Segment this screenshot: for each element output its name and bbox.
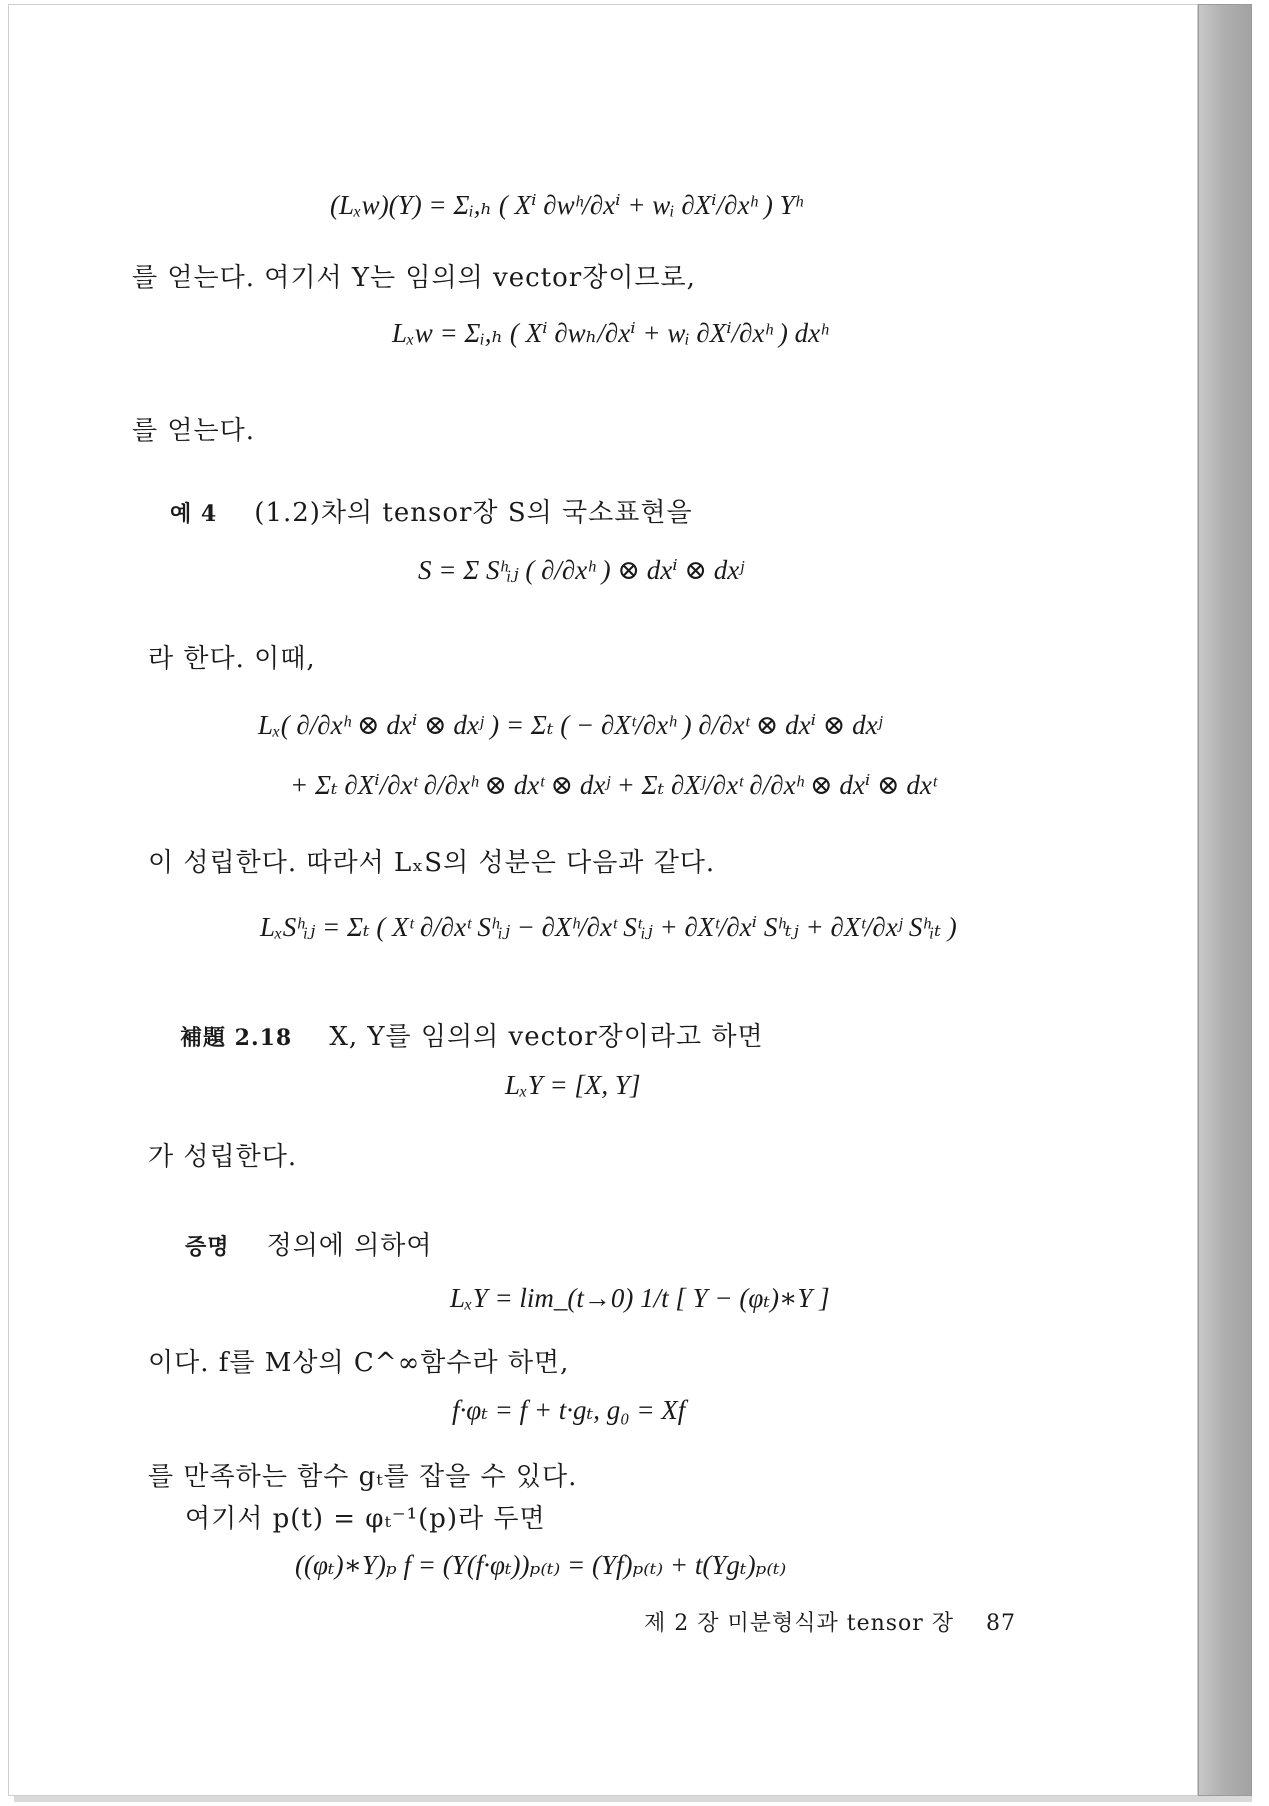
equation-limit: LₓY = lim_(t→0) 1/t [ Y − (φₜ)∗Y ] bbox=[450, 1283, 830, 1313]
text-line: 를 얻는다. 여기서 Y는 임의의 vector장이므로, bbox=[132, 263, 696, 293]
text-line: 를 얻는다. bbox=[132, 416, 255, 446]
proof-text: 정의에 의하여 bbox=[266, 1231, 433, 1261]
text-line: 가 성립한다. bbox=[148, 1142, 298, 1172]
chapter-title: 제 2 장 미분형식과 tensor 장 bbox=[644, 1611, 955, 1636]
book-page-edge bbox=[1198, 4, 1252, 1796]
equation-f: f·φₜ = f + t·gₜ, g₀ = Xf bbox=[452, 1395, 686, 1425]
equation-lxw: Lₓw = Σᵢ,ₕ ( Xⁱ ∂wₕ/∂xⁱ + wᵢ ∂Xⁱ/∂xʰ ) dxʰ bbox=[392, 318, 828, 348]
equation-lx-basis-1: Lₓ( ∂/∂xʰ ⊗ dxⁱ ⊗ dxʲ ) = Σₜ ( − ∂Xᵗ/∂xʰ ) ∂/∂xᵗ ⊗ dxⁱ ⊗ dxʲ bbox=[258, 710, 883, 740]
text-line: 라 한다. 이때, bbox=[148, 644, 316, 674]
equation-lxs: LₓSʰᵢⱼ = Σₜ ( Xᵗ ∂/∂xᵗ Sʰᵢⱼ − ∂Xʰ/∂xᵗ Sᵗᵢⱼ + ∂Xᵗ/∂xⁱ Sʰₜⱼ + ∂Xᵗ/∂xʲ Sʰᵢₜ ) bbox=[260, 912, 957, 942]
text-line: 이다. f를 M상의 C^∞함수라 하면, bbox=[148, 1348, 570, 1378]
page-shadow bbox=[14, 1796, 1252, 1802]
example-text: (1.2)차의 tensor장 S의 국소표현을 bbox=[254, 498, 693, 528]
text-line: 이 성립한다. 따라서 LₓS의 성분은 다음과 같다. bbox=[148, 848, 716, 878]
equation-lx-basis-2: + Σₜ ∂Xⁱ/∂xᵗ ∂/∂xʰ ⊗ dxᵗ ⊗ dxʲ + Σₜ ∂Xʲ/∂xᵗ ∂/∂xʰ ⊗ dxⁱ ⊗ dxᵗ bbox=[290, 770, 937, 800]
example-label: 예 4 bbox=[170, 501, 218, 527]
equation-lxy: LₓY = [X, Y] bbox=[505, 1070, 641, 1100]
equation-s: S = Σ Sʰᵢⱼ ( ∂/∂xʰ ) ⊗ dxⁱ ⊗ dxʲ bbox=[418, 555, 744, 585]
equation-pushforward: ((φₜ)∗Y)ₚ f = (Y(f·φₜ))ₚ₍ₜ₎ = (Yf)ₚ₍ₜ₎ + t(Ygₜ)ₚ₍ₜ₎ bbox=[295, 1550, 787, 1580]
text-line: 를 만족하는 함수 gₜ를 잡을 수 있다. bbox=[148, 1462, 578, 1492]
text-line: 여기서 p(t) = φₜ⁻¹(p)라 두면 bbox=[185, 1504, 546, 1534]
lemma-label: 補題 2.18 bbox=[180, 1025, 293, 1051]
lemma-text: X, Y를 임의의 vector장이라고 하면 bbox=[329, 1022, 764, 1052]
example-4-heading bbox=[170, 492, 693, 529]
page-number: 87 bbox=[986, 1611, 1017, 1636]
lemma-2-18-heading bbox=[180, 1016, 764, 1053]
proof-heading bbox=[185, 1225, 433, 1262]
page-footer bbox=[644, 1606, 1016, 1637]
proof-label: 증명 bbox=[185, 1234, 230, 1260]
equation-lxw-y: (Lₓw)(Y) = Σᵢ,ₕ ( Xⁱ ∂wʰ/∂xⁱ + wᵢ ∂Xⁱ/∂xʰ ) Yʰ bbox=[330, 190, 803, 220]
